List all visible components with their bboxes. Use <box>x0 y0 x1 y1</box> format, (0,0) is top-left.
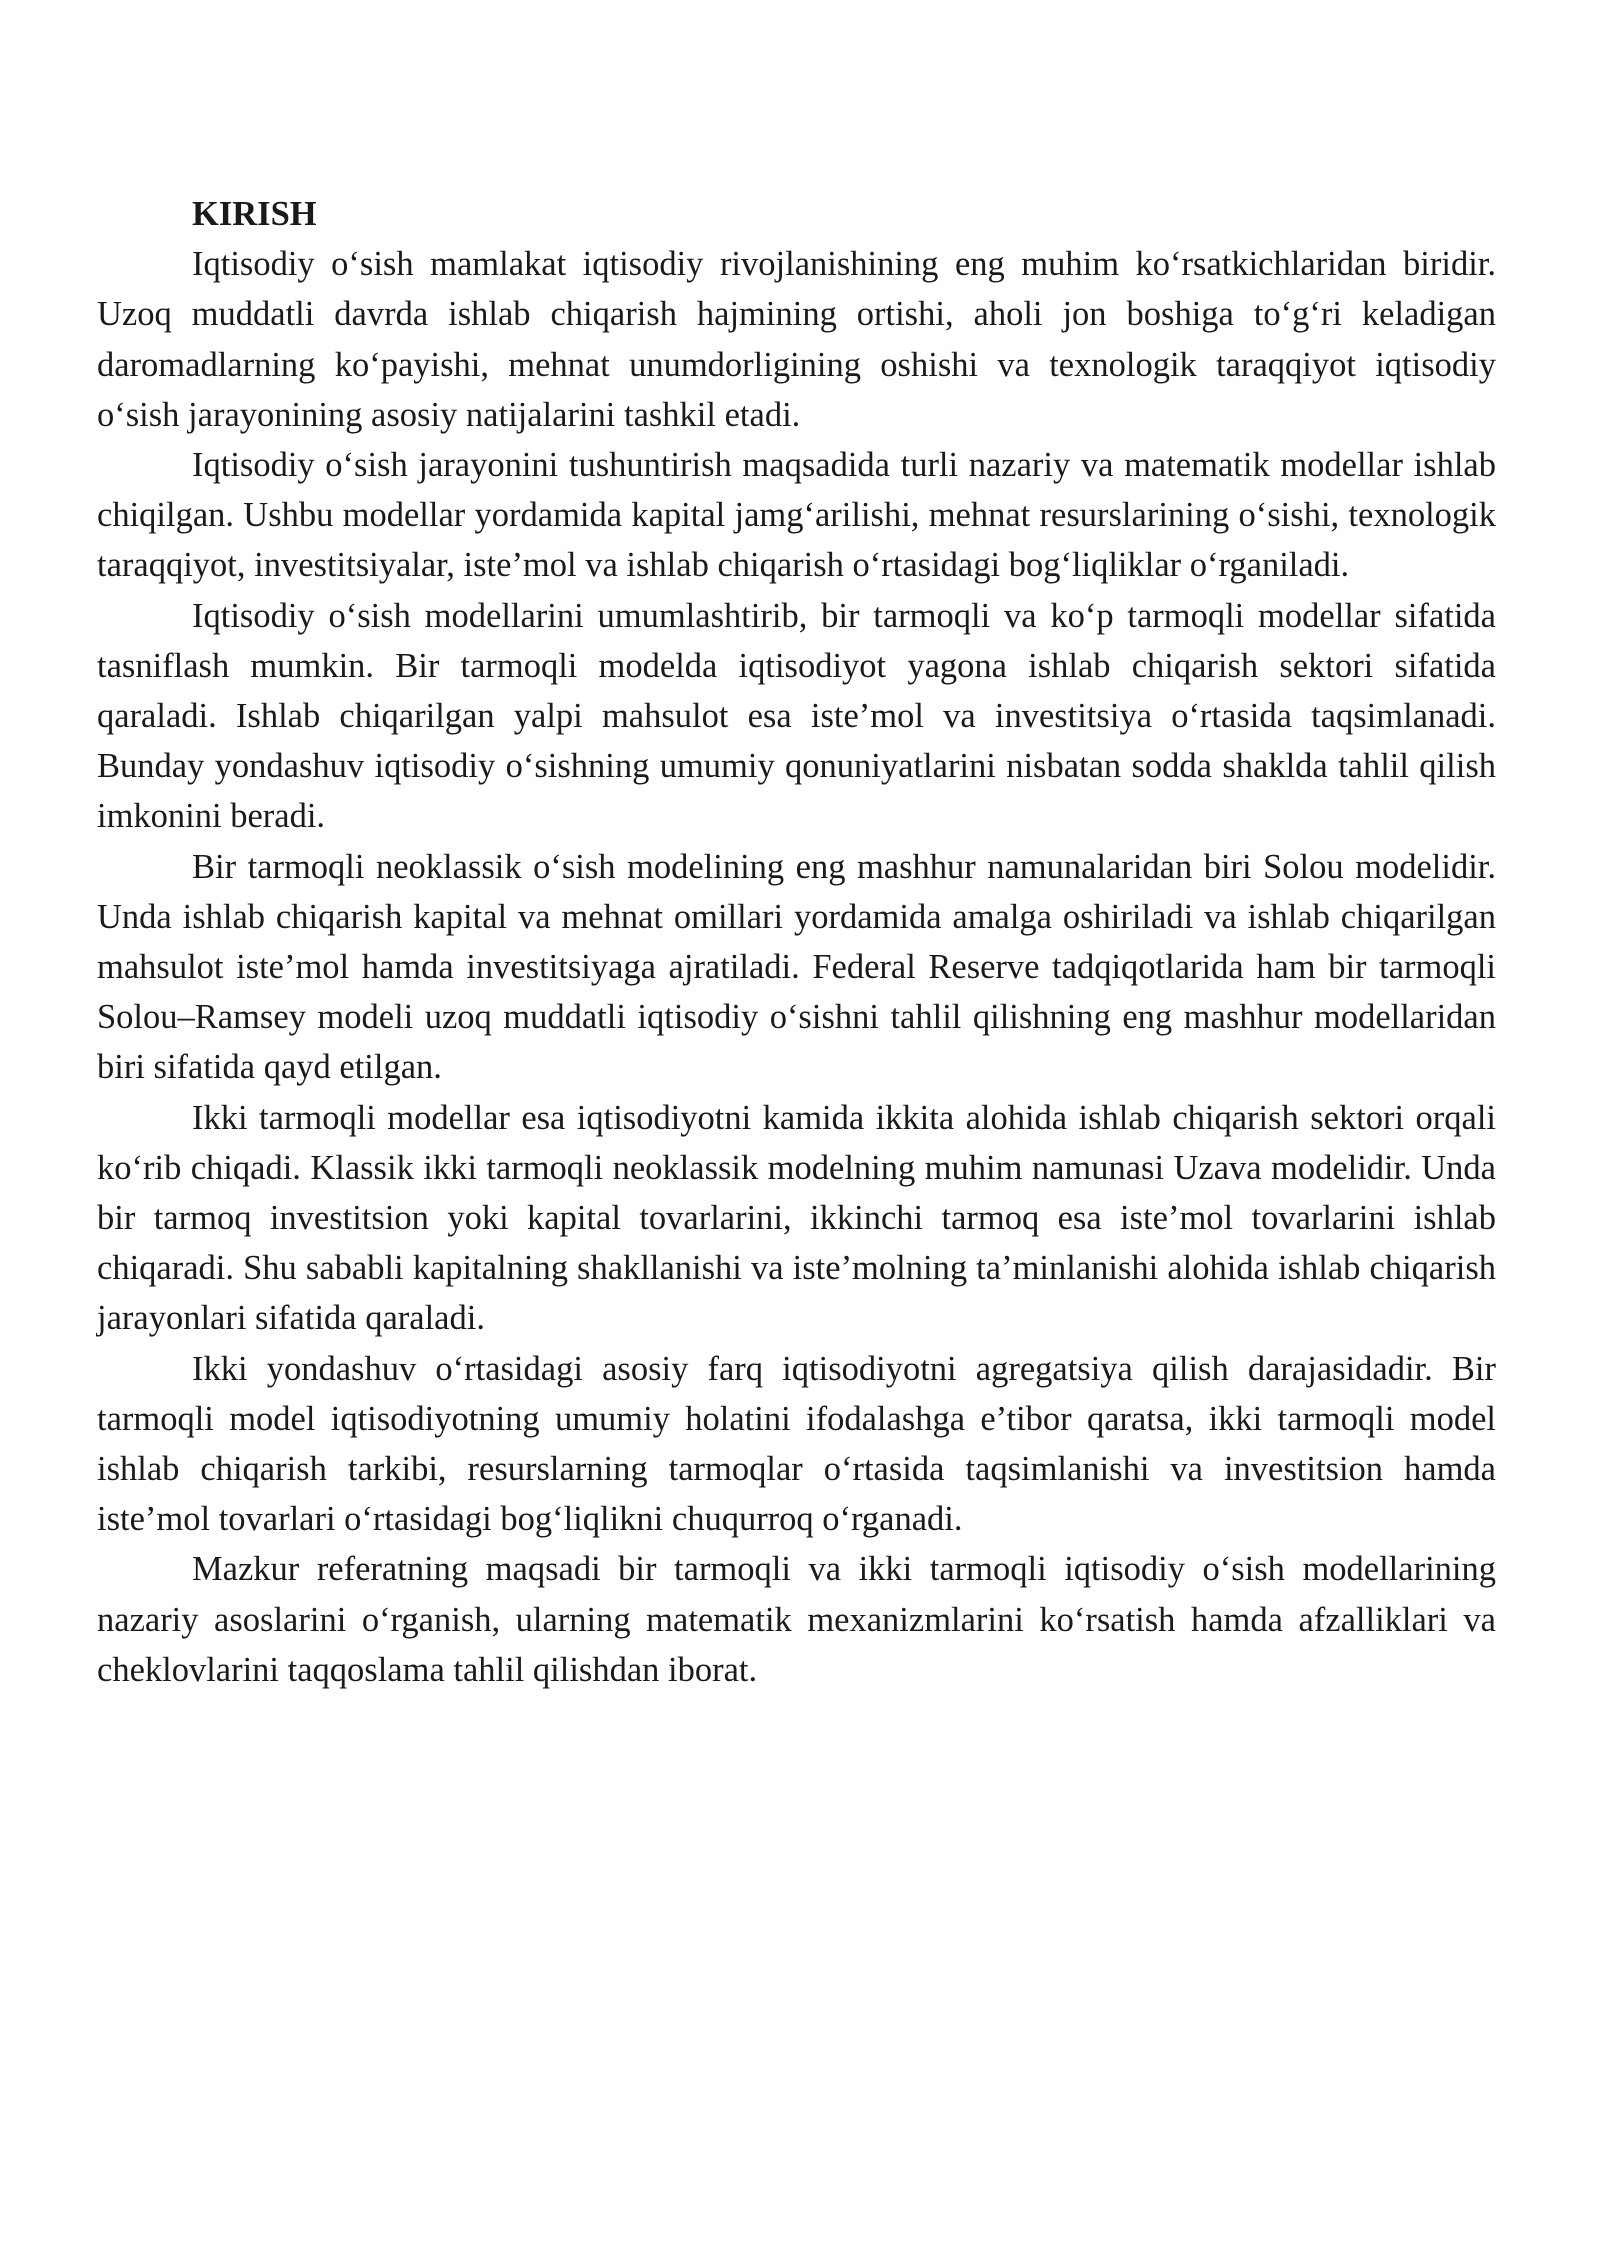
paragraph-two-sector-models: Ikki tarmoqli modellar esa iqtisodiyotni kamida ikkita alohida ishlab chiqarish sektori orqali ko‘rib chiqadi. Klassik ikki tarmoqli neoklassik modelning muhim namunasi Uzava modelidir. Unda bir tarmoq investitsion yoki kapital tovarlarini, ikkinchi tarmoq esa iste’mol tovarlarini ishlab chiqaradi. Shu sababli kapitalning shakllanishi va iste’molning ta’minlanishi alohida ishlab chiqarish jarayonlari sifatida qaraladi. <box>97 1098 1496 1338</box>
document-page <box>97 189 1496 1695</box>
section-heading: KIRISH <box>192 195 317 233</box>
paragraph-solow-model: Bir tarmoqli neoklassik o‘sish modelining eng mashhur namunalaridan biri Solou modelidir. Unda ishlab chiqarish kapital va mehnat omillari yordamida amalga oshiriladi va ishlab chiqarilgan mahsulot iste’mol hamda investitsiyaga ajratiladi. Federal Reserve tadqiqotlarida ham bir tarmoqli Solou–Ramsey modeli uzoq muddatli iqtisodiy o‘sishni tahlil qilishning eng mashhur modellaridan biri sifatida qayd etilgan. <box>97 847 1496 1087</box>
paragraph-report-goal: Mazkur referatning maqsadi bir tarmoqli va ikki tarmoqli iqtisodiy o‘sish modellarining nazariy asoslarini o‘rganish, ularning matematik mexanizmlarini ko‘rsatish hamda afzalliklari va cheklovlarini taqqoslama tahlil qilishdan iborat. <box>97 1550 1496 1689</box>
paragraph-growth-models: Iqtisodiy o‘sish jarayonini tushuntirish maqsadida turli nazariy va matematik modellar ishlab chiqilgan. Ushbu modellar yordamida kapital jamg‘arilishi, mehnat resurslarining o‘sishi, texnologik taraqqiyot, investitsiyalar, iste’mol va ishlab chiqarish o‘rtasidagi bog‘liqliklar o‘rganiladi. <box>97 446 1496 585</box>
paragraph-model-classification: Iqtisodiy o‘sish modellarini umumlashtirib, bir tarmoqli va ko‘p tarmoqli modellar sifatida tasniflash mumkin. Bir tarmoqli modelda iqtisodiyot yagona ishlab chiqarish sektori sifatida qaraladi. Ishlab chiqarilgan yalpi mahsulot esa iste’mol va investitsiya o‘rtasida taqsimlanadi. Bunday yondashuv iqtisodiy o‘sishning umumiy qonuniyatlarini nisbatan sodda shaklda tahlil qilish imkonini beradi. <box>97 596 1496 836</box>
paragraph-intro-growth: Iqtisodiy o‘sish mamlakat iqtisodiy rivojlanishining eng muhim ko‘rsatkichlaridan biridir. Uzoq muddatli davrda ishlab chiqarish hajmining ortishi, aholi jon boshiga to‘g‘ri keladigan daromadlarning ko‘payishi, mehnat unumdorligining oshishi va texnologik taraqqiyot iqtisodiy o‘sish jarayonining asosiy natijalarini tashkil etadi. <box>97 245 1496 434</box>
paragraph-approach-difference: Ikki yondashuv o‘rtasidagi asosiy farq iqtisodiyotni agregatsiya qilish darajasidadir. Bir tarmoqli model iqtisodiyotning umumiy holatini ifodalashga e’tibor qaratsa, ikki tarmoqli model ishlab chiqarish tarkibi, resurslarning tarmoqlar o‘rtasida taqsimlanishi va investitsion hamda iste’mol tovarlari o‘rtasidagi bog‘liqlikni chuqurroq o‘rganadi. <box>97 1349 1496 1539</box>
